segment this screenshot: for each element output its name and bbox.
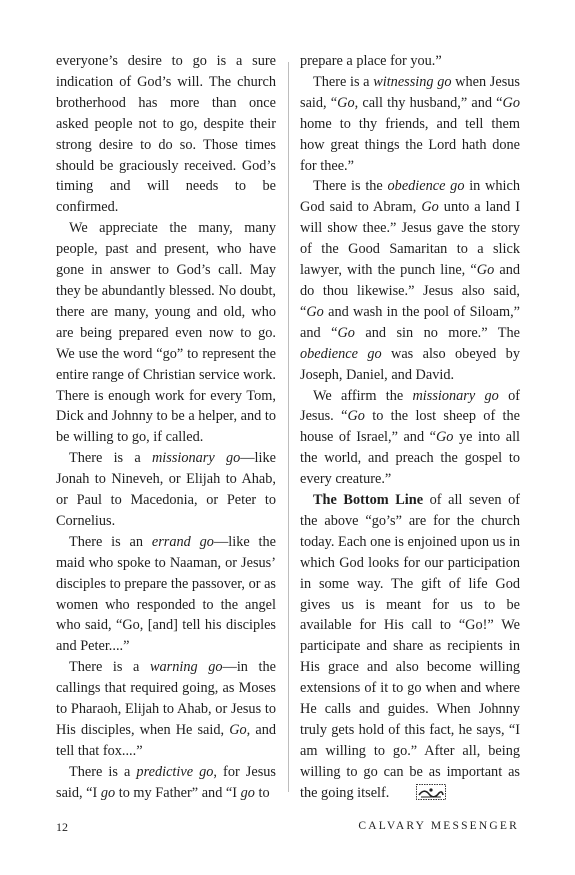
emphasis: Go,	[229, 722, 251, 738]
emphasis: obedience go	[387, 178, 465, 195]
section-lead-in: The Bottom Line	[313, 492, 424, 509]
emphasis: obedience go	[300, 345, 382, 362]
emphasis: Go	[476, 262, 495, 279]
paragraph: We appreciate the many, many people, past and present, who have gone in answer to God’s call. May they be abundantly blessed. No doubt, there are many, young and old, who are being prepared even now to go. We use the word “go” to represent the entire range of Christian service work. There is enough work for every Tom, Dick and Johnny to be a helper, and to be willing to go, if called.	[56, 220, 276, 446]
end-of-article-ornament-icon	[403, 784, 433, 800]
emphasis: Go	[435, 429, 454, 446]
text: —in the callings that required going, as Moses to Pharaoh, Elijah to Ahab, or Jesus to His disciples, when He said,	[56, 659, 276, 738]
emphasis: predictive go	[136, 763, 214, 780]
text: , call thy husband,” and “	[354, 94, 503, 111]
publication-name: CALVARY MESSENGER	[358, 820, 519, 832]
emphasis: Go	[347, 408, 365, 425]
text: There is an	[69, 533, 152, 550]
paragraph	[56, 762, 276, 804]
text: —like Jonah to Nineveh, or Elijah to Ahab, or Paul to Macedonia, or Peter to Cornelius.	[56, 450, 276, 529]
paragraph: everyone’s desire to go is a sure indication of God’s will. The church brotherhood has more than once asked people not to go, despite their strong desire to do so. Those times should be graciously received. God’s timing and will needs to be confirmed.	[56, 53, 276, 216]
text: of all seven of the above “go’s” are for the church today. Each one is enjoined upon us in which God looks for our participation in some way. The gift of life God gives us is meant for us to be available for His call to “Go!” We participate and share as recipients in His grace and also become willing extensions of it to go when and where He calls and guides. When Johnny truly gets hold of this fact, he says, “I am willing to go.” After all, being willing to go can be as important as the going itself.	[300, 492, 520, 801]
paragraph	[56, 657, 276, 762]
emphasis: go	[240, 784, 255, 801]
paragraph	[300, 72, 520, 177]
text: and sin no more.” The	[354, 324, 521, 341]
text: to the lost sheep of the house of Israel,” and “	[300, 408, 520, 446]
emphasis: go	[100, 784, 116, 801]
page-number: 12	[56, 820, 68, 834]
paragraph: prepare a place for you.”	[300, 53, 442, 69]
text: in which God said to Abram,	[300, 178, 520, 216]
text: and wash in the pool of Siloam,” and “	[300, 303, 520, 341]
emphasis: warning go	[149, 659, 223, 676]
left-column	[56, 51, 276, 804]
text: We affirm the	[313, 387, 413, 404]
paragraph	[300, 386, 520, 491]
text: and tell that fox....”	[56, 722, 276, 759]
text: , for Jesus said, “I	[56, 763, 276, 801]
column-divider	[288, 62, 289, 792]
paragraph	[300, 176, 520, 385]
emphasis: missionary go	[412, 387, 499, 404]
text: There is a	[69, 659, 150, 676]
emphasis: missionary go	[151, 450, 241, 467]
text: was also obeyed by Joseph, Daniel, and David.	[300, 345, 520, 383]
right-column	[300, 51, 520, 804]
text: There is a	[69, 450, 152, 467]
text: to	[254, 784, 270, 801]
emphasis: Go	[306, 303, 324, 320]
text: —like the maid who spoke to Naaman, or Jesus’ disciples to prepare the passover, or as women who responded to the angel who said, “Go, [and] tell his disciples and Peter....”	[56, 533, 276, 655]
emphasis: errand go	[151, 533, 214, 550]
emphasis: witnessing go	[373, 73, 452, 90]
emphasis: Go	[502, 94, 520, 111]
text: There is a	[313, 73, 374, 90]
paragraph	[300, 490, 520, 804]
paragraph	[56, 448, 276, 532]
text: when Jesus said, “	[300, 73, 520, 111]
text: ye into all the world, and preach the gospel to every creature.”	[300, 429, 521, 488]
text: of Jesus. “	[300, 387, 521, 425]
text: There is a	[69, 763, 137, 780]
paragraph	[56, 532, 276, 657]
text: There is the	[313, 178, 388, 195]
text: home to thy friends, and tell them how great things the Lord hath done for thee.”	[300, 115, 520, 174]
text: unto a land I will show thee.” Jesus gave the story of the Good Samaritan to a slick lawyer, with the punch line, “	[300, 199, 520, 279]
emphasis: Go	[421, 199, 439, 216]
text: and do thou likewise.” Jesus also said, “	[300, 262, 521, 320]
text: to my Father” and “I	[115, 784, 241, 801]
emphasis: Go	[337, 94, 355, 111]
emphasis: Go	[337, 324, 355, 341]
page-footer	[56, 820, 519, 836]
